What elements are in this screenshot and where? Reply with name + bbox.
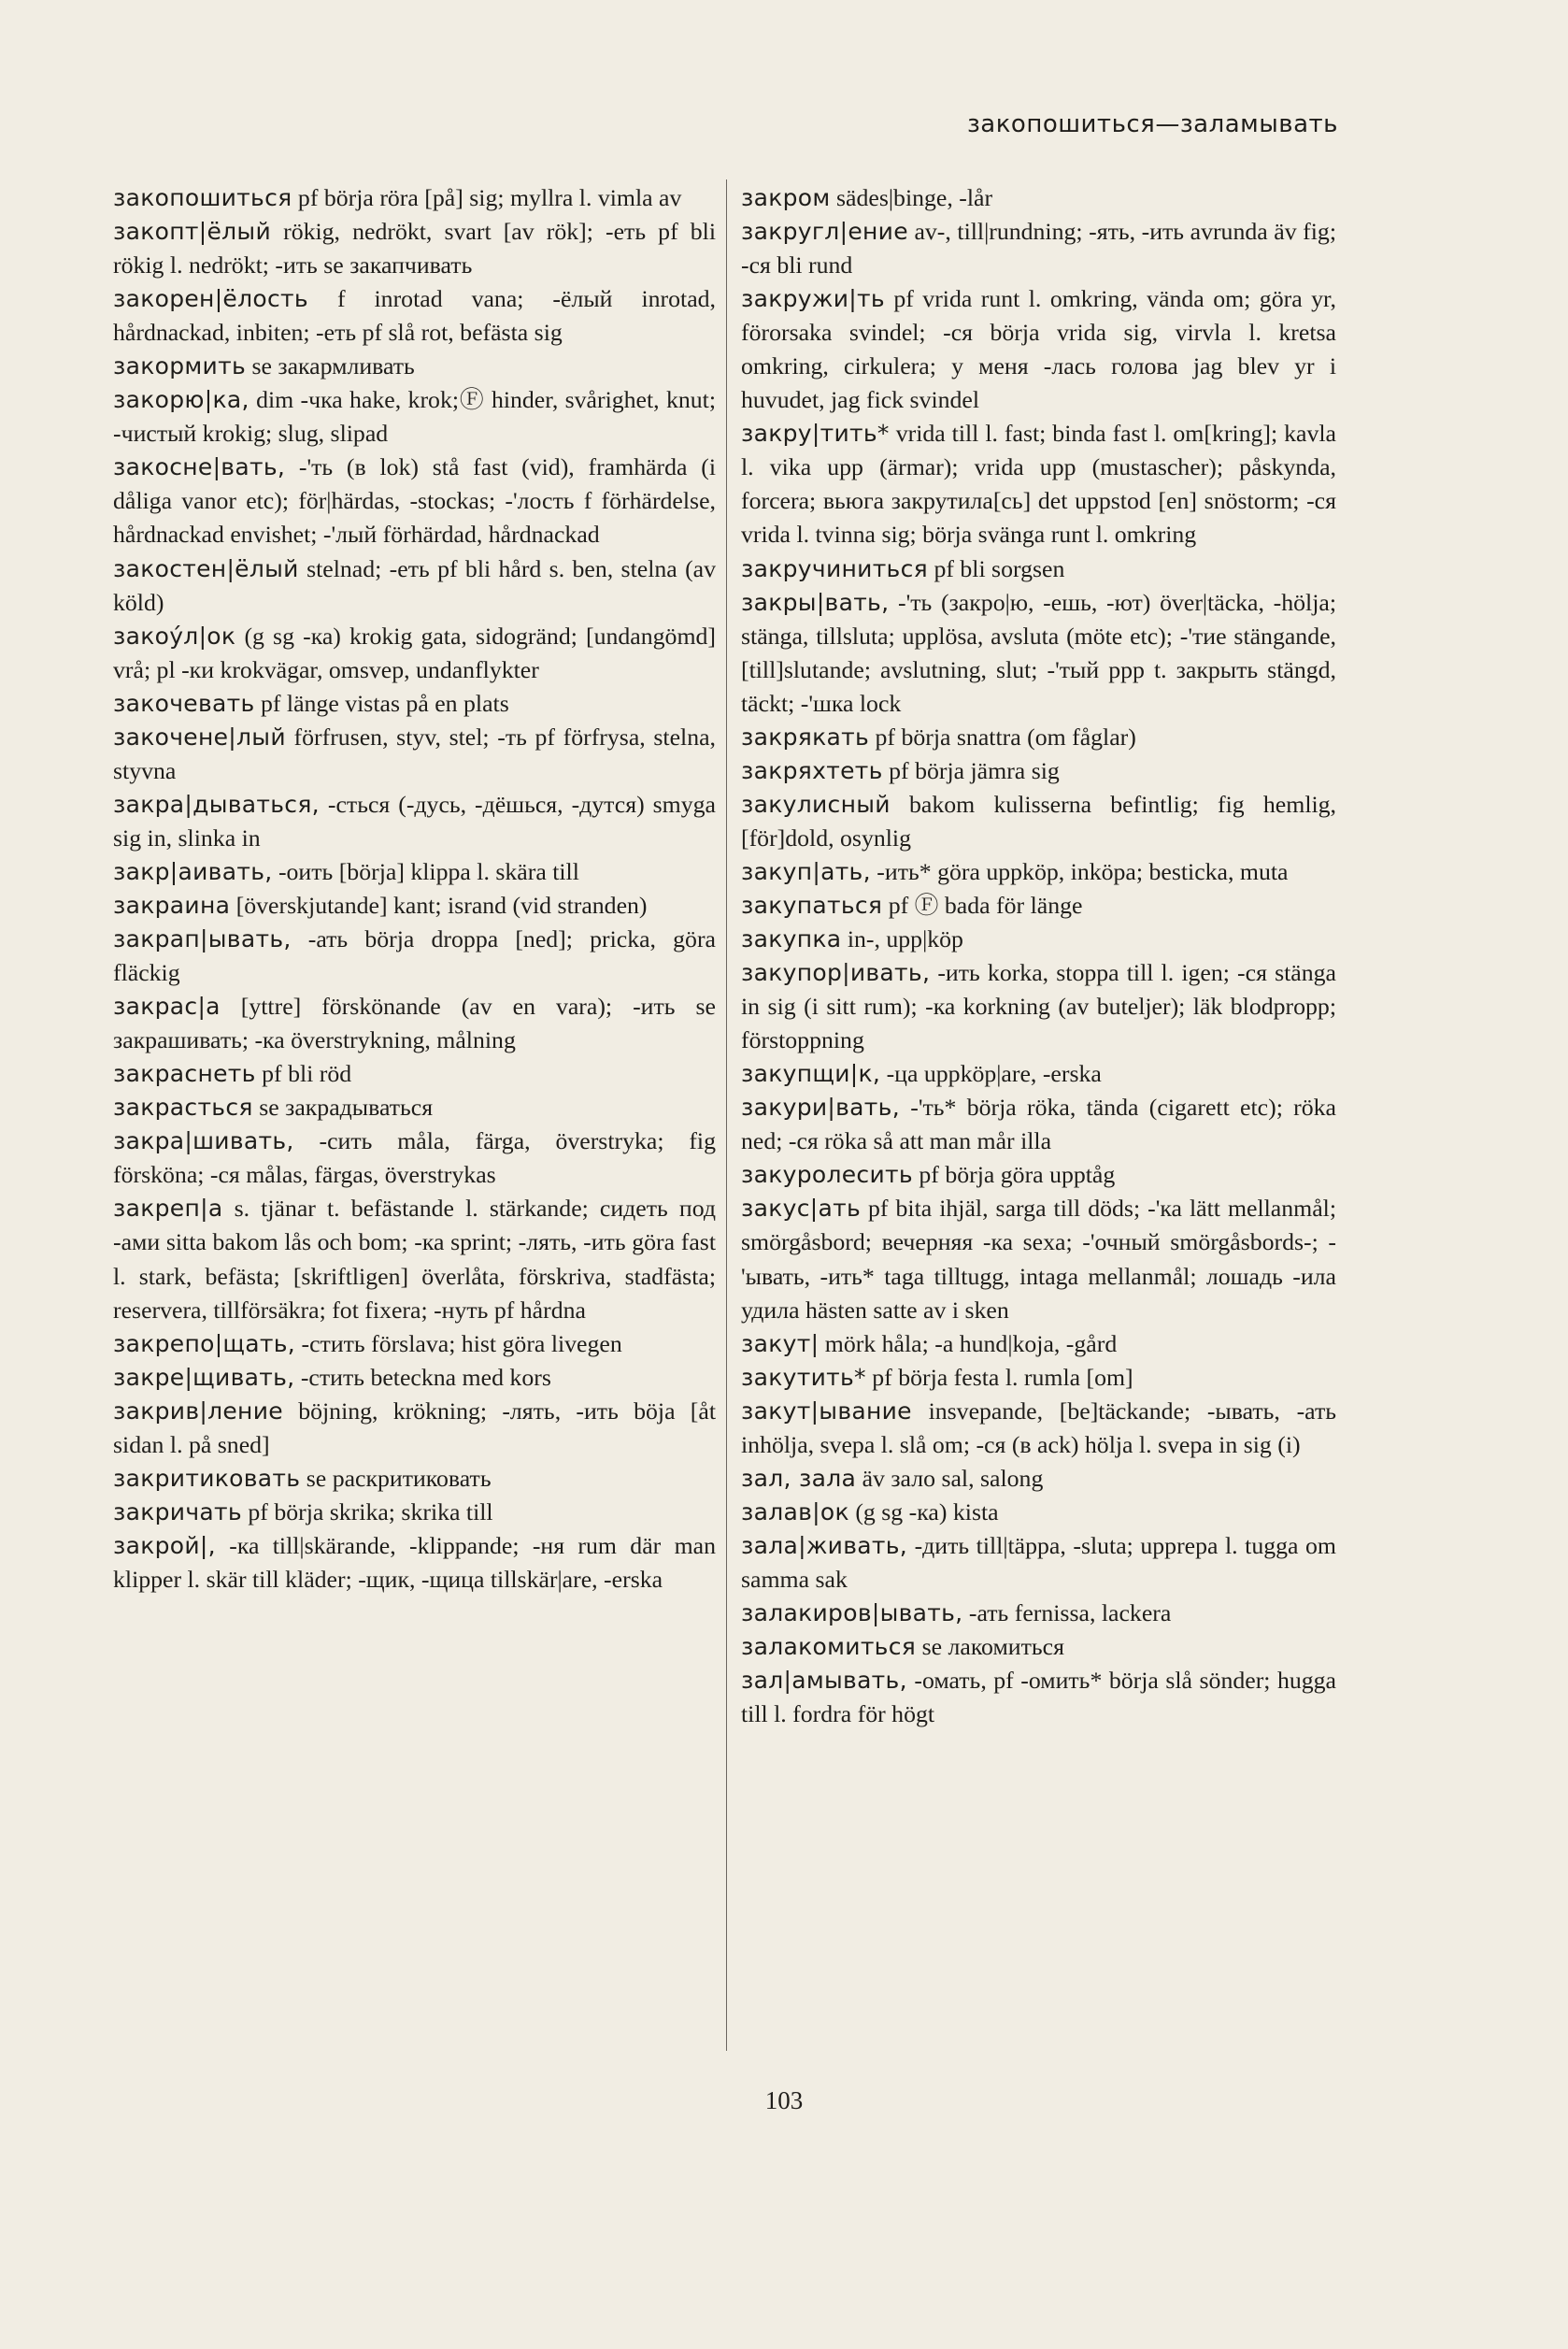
dictionary-entry <box>741 754 1336 788</box>
headword: закури|вать, <box>741 1094 900 1122</box>
definition: -ить korka, stoppa till l. igen; -ся stänga in sig (i sitt rum); -ка korkning (av buteljer); läk blodpropp; förstoppning <box>741 959 1337 1054</box>
headword: зал, зала <box>741 1464 857 1492</box>
dictionary-entry <box>113 1496 716 1529</box>
dictionary-entry <box>113 383 716 451</box>
dictionary-entry <box>741 1462 1336 1496</box>
definition: bakom kulisserna befintlig; fig hemlig, [för]dold, osynlig <box>741 790 1336 852</box>
headword: залав|ок <box>741 1497 849 1525</box>
dictionary-entry <box>113 1124 716 1192</box>
headword: закосне|вать, <box>113 453 286 481</box>
definition: äv зало sal, salong <box>862 1464 1044 1492</box>
definition: pf bita ihjäl, sarga till döds; -'ка lätt mellanmål; smörgåsbord; вечерняя -ка sexa; -'очный smörgåsbords-; -'ывать, -ить* taga tilltugg, intaga mellanmål; лошадь -ила удила hästen satte av i sken <box>741 1195 1337 1324</box>
headword: зал|амывать, <box>741 1667 907 1695</box>
headword: закочевать <box>113 689 255 717</box>
dictionary-entry <box>113 1327 716 1361</box>
headword: закутить* <box>741 1363 866 1391</box>
headword: закоу́л|ок <box>113 622 236 650</box>
dictionary-entry <box>113 1361 716 1395</box>
dictionary-entry <box>741 889 1336 923</box>
headword: закус|ать <box>741 1195 861 1223</box>
dictionary-entry <box>741 1496 1336 1529</box>
definition: av-, till|rundning; -ять, -ить avrunda äv fig; -ся bli rund <box>741 218 1337 279</box>
definition: pf bli röd <box>262 1060 352 1088</box>
headword: закостен|ёлый <box>113 554 299 582</box>
definition: -дить till|täppa, -sluta; upprepa l. tugga om samma sak <box>741 1531 1336 1593</box>
dictionary-entry <box>113 721 716 788</box>
dictionary-entry <box>113 889 716 923</box>
definition: -ать börja droppa [ned]; pricka, göra fläckig <box>113 925 716 987</box>
dictionary-entry <box>113 1395 716 1462</box>
headword: закры|вать, <box>741 588 890 616</box>
headword: закрап|ывать, <box>113 925 292 953</box>
definition: -ить* göra uppköp, inköpa; besticka, muta <box>877 857 1289 885</box>
definition: -стить beteckna med kors <box>300 1363 551 1391</box>
definition: -сить måla, färga, överstryka; fig försköna; -ся målas, färgas, överstrykas <box>113 1127 716 1189</box>
definition: pf bli sorgsen <box>934 554 1065 582</box>
headword: закругл|ение <box>741 218 908 246</box>
definition: -стить förslava; hist göra livegen <box>301 1329 622 1357</box>
definition: pf vrida runt l. omkring, vända om; göra yr, förorsaka svindel; -ся börja vrida sig, virvla l. kretsa omkring, cirkulera; у меня -лась голова jag blev yr i huvudet, jag fick svindel <box>741 285 1337 414</box>
definition: -оить [börja] klippa l. skära till <box>278 857 579 885</box>
dictionary-entry <box>113 687 716 721</box>
headword: залакомиться <box>741 1633 917 1661</box>
headword: закормить <box>113 352 246 380</box>
dictionary-entry <box>741 1327 1336 1361</box>
definition: mörk håla; -а hund|koja, -gård <box>824 1329 1118 1357</box>
dictionary-entry <box>741 215 1336 282</box>
headword: закорен|ёлость <box>113 285 308 313</box>
headword: закрив|ление <box>113 1397 283 1425</box>
definition: (g sg -ка) krokig gata, sidogränd; [undangömd] vrå; pl -ки krokvägar, omsvep, undanflykter <box>113 622 716 683</box>
headword: закра|дываться, <box>113 790 320 818</box>
headword: закопошиться <box>113 184 292 211</box>
definition: insvepande, [be]täckande; -ывать, -ать inhölja, svepa l. slå om; -ся (в ack) hölja l. svepa in sig (i) <box>741 1397 1336 1458</box>
definition: f inrotad vana; -ёлый inrotad, hårdnackad, inbiten; -еть pf slå rot, befästa sig <box>113 285 716 347</box>
definition: förfrusen, styv, stel; -ть pf förfrysa, stelna, styvna <box>113 723 717 784</box>
headword: закра|шивать, <box>113 1127 294 1155</box>
dictionary-entry <box>741 788 1336 855</box>
dictionary-entry <box>113 923 716 990</box>
dictionary-entry <box>741 1091 1336 1158</box>
dictionary-entry <box>741 181 1336 215</box>
headword: закулисный <box>741 790 891 818</box>
headword: закром <box>741 184 831 211</box>
dictionary-entry <box>113 1192 716 1326</box>
definition: pf börja göra upptåg <box>919 1161 1116 1189</box>
definition: pf börja röra [på] sig; myllra l. vimla av <box>297 184 682 211</box>
headword: закричать <box>113 1497 242 1525</box>
headword: закраина <box>113 891 231 919</box>
definition: s. tjänar t. befästande l. stärkande; сидеть под -ами sitta bakom lås och bom; -ка sprint; -лять, -ить göra fast l. stark, befästa; [skriftligen] överlåta, förskriva, stadfästa; reservera, tillförsäkra; fot fixera; -нуть pf hårdna <box>113 1195 716 1324</box>
dictionary-entry <box>741 1057 1336 1091</box>
definition: -ка till|skärande, -klippande; -ня rum där man klipper l. skär till kläder; -щик, -щица tillskär|are, -erska <box>113 1531 716 1593</box>
definition: sädes|binge, -lår <box>836 184 993 211</box>
dictionary-entry <box>113 451 716 551</box>
dictionary-entry <box>741 1158 1336 1192</box>
definition: -'ть* börja röka, tända (cigarett etc); röka ned; -ся röka så att man mår illa <box>741 1094 1337 1155</box>
dictionary-entry <box>113 282 716 350</box>
dictionary-entry <box>741 1597 1336 1630</box>
headword: закру|тить* <box>741 420 890 448</box>
running-head: закопошиться—заламывать <box>966 110 1338 138</box>
headword: закрасться <box>113 1094 253 1122</box>
definition: dim -чка hake, krok;Ⓕ hinder, svårighet, knut; -чистый krokig; slug, slipad <box>113 386 716 448</box>
dictionary-entry <box>113 181 716 215</box>
definition: [överskjutande] kant; isrand (vid stranden) <box>235 891 648 919</box>
dictionary-entry <box>113 1057 716 1091</box>
dictionary-entry <box>113 1529 716 1597</box>
headword: закут| <box>741 1329 820 1357</box>
left-column <box>113 181 716 1597</box>
definition: -ца uppköp|are, -erska <box>886 1060 1102 1088</box>
dictionary-entry <box>113 350 716 383</box>
definition: pf börja snattra (om fåglar) <box>875 723 1136 751</box>
right-column <box>741 181 1336 1731</box>
definition: rökig, nedrökt, svart [av rök]; -еть pf bli rökig l. nedrökt; -ить se закапчивать <box>113 218 717 279</box>
dictionary-entry <box>741 1529 1336 1597</box>
headword: закрякать <box>741 723 870 751</box>
dictionary-entry <box>741 586 1336 721</box>
headword: закорю|ка, <box>113 386 249 414</box>
definition: -омать, pf -омить* börja slå sönder; hugga till l. fordra för högt <box>741 1667 1337 1728</box>
headword: закуролесить <box>741 1161 913 1189</box>
headword: закрой|, <box>113 1531 216 1559</box>
definition: -'ть (закро|ю, -ешь, -ют) över|täcka, -hölja; stänga, tillsluta; upplösa, avsluta (möte etc); -'тие stängande, [till]slutande; avslutning, slut; -'тый ppp t. закрыть stängd, täckt; -'шка lock <box>741 588 1336 717</box>
dictionary-entry <box>741 956 1336 1057</box>
column-divider <box>726 179 727 2051</box>
headword: закреп|а <box>113 1195 223 1223</box>
definition: stelnad; -еть pf bli hård s. ben, stelna (av köld) <box>113 554 717 616</box>
dictionary-entry <box>741 1192 1336 1326</box>
dictionary-entry <box>113 788 716 855</box>
dictionary-entry <box>741 1361 1336 1395</box>
dictionary-entry <box>741 923 1336 956</box>
definition: in-, upp|köp <box>847 925 963 953</box>
definition: -сться (-дусь, -дёшься, -дутся) smyga sig in, slinka in <box>113 790 716 852</box>
headword: зала|живать, <box>741 1531 908 1559</box>
definition: vrida till l. fast; binda fast l. om[kring]; kavla l. vika upp (ärmar); vrida upp (mustascher); påskynda, forcera; вьюга закрутила[сь] det uppstod [en] snöstorm; -ся vrida l. tvinna sig; börja svänga runt l. omkring <box>741 420 1337 549</box>
headword: закряхтеть <box>741 756 883 784</box>
dictionary-entry <box>113 990 716 1057</box>
headword: закочене|лый <box>113 723 286 751</box>
definition: pf Ⓕ bada för länge <box>888 891 1083 919</box>
dictionary-entry <box>741 721 1336 754</box>
dictionary-entry <box>741 1664 1336 1731</box>
definition: -'ть (в lok) stå fast (vid), framhärda (i dåliga vanor etc); för|härdas, -stockas; -'лость f förhärdelse, hårdnackad envishet; -'лый förhärdad, hårdnackad <box>113 453 716 549</box>
definition: pf börja skrika; skrika till <box>248 1497 493 1525</box>
definition: se закрадываться <box>259 1094 434 1122</box>
definition: se раскритиковать <box>306 1464 492 1492</box>
dictionary-entry <box>741 552 1336 586</box>
dictionary-entry <box>113 552 716 620</box>
headword: закупка <box>741 925 842 953</box>
page-number: 103 <box>764 2086 804 2114</box>
headword: закре|щивать, <box>113 1363 295 1391</box>
definition: böjning, krökning; -лять, -ить böja [åt sidan l. på sned] <box>113 1397 717 1458</box>
definition: pf börja festa l. rumla [om] <box>872 1363 1133 1391</box>
dictionary-entry <box>741 1395 1336 1462</box>
headword: закритиковать <box>113 1464 301 1492</box>
dictionary-entry <box>741 417 1336 551</box>
dictionary-entry <box>113 1091 716 1124</box>
definition: -ать fernissa, lackera <box>968 1598 1172 1626</box>
dictionary-entry <box>741 855 1336 889</box>
dictionary-entry <box>113 620 716 687</box>
headword: закупщи|к, <box>741 1060 881 1088</box>
dictionary-entry <box>741 1630 1336 1664</box>
definition: se лакомиться <box>921 1633 1064 1661</box>
headword: закут|ывание <box>741 1397 912 1425</box>
headword: закопт|ёлый <box>113 218 271 246</box>
definition: (g sg -ка) kista <box>855 1497 999 1525</box>
definition: [yttre] förskönande (av en vara); -ить se закрашивать; -ка överstrykning, målning <box>113 993 716 1054</box>
dictionary-entry <box>113 855 716 889</box>
headword: закр|аивать, <box>113 857 273 885</box>
definition: pf börja jämra sig <box>889 756 1060 784</box>
dictionary-entry <box>741 282 1336 417</box>
definition: pf länge vistas på en plats <box>260 689 509 717</box>
dictionary-entry <box>113 1462 716 1496</box>
definition: se закармливать <box>251 352 415 380</box>
headword: закрепо|щать, <box>113 1329 296 1357</box>
headword: залакиров|ывать, <box>741 1598 963 1626</box>
headword: закрас|а <box>113 993 221 1021</box>
headword: закручиниться <box>741 554 928 582</box>
headword: закупор|ивать, <box>741 959 931 987</box>
dictionary-entry <box>113 215 716 282</box>
headword: закружи|ть <box>741 285 885 313</box>
headword: закупаться <box>741 891 883 919</box>
headword: закраснеть <box>113 1060 256 1088</box>
headword: закуп|ать, <box>741 857 871 885</box>
